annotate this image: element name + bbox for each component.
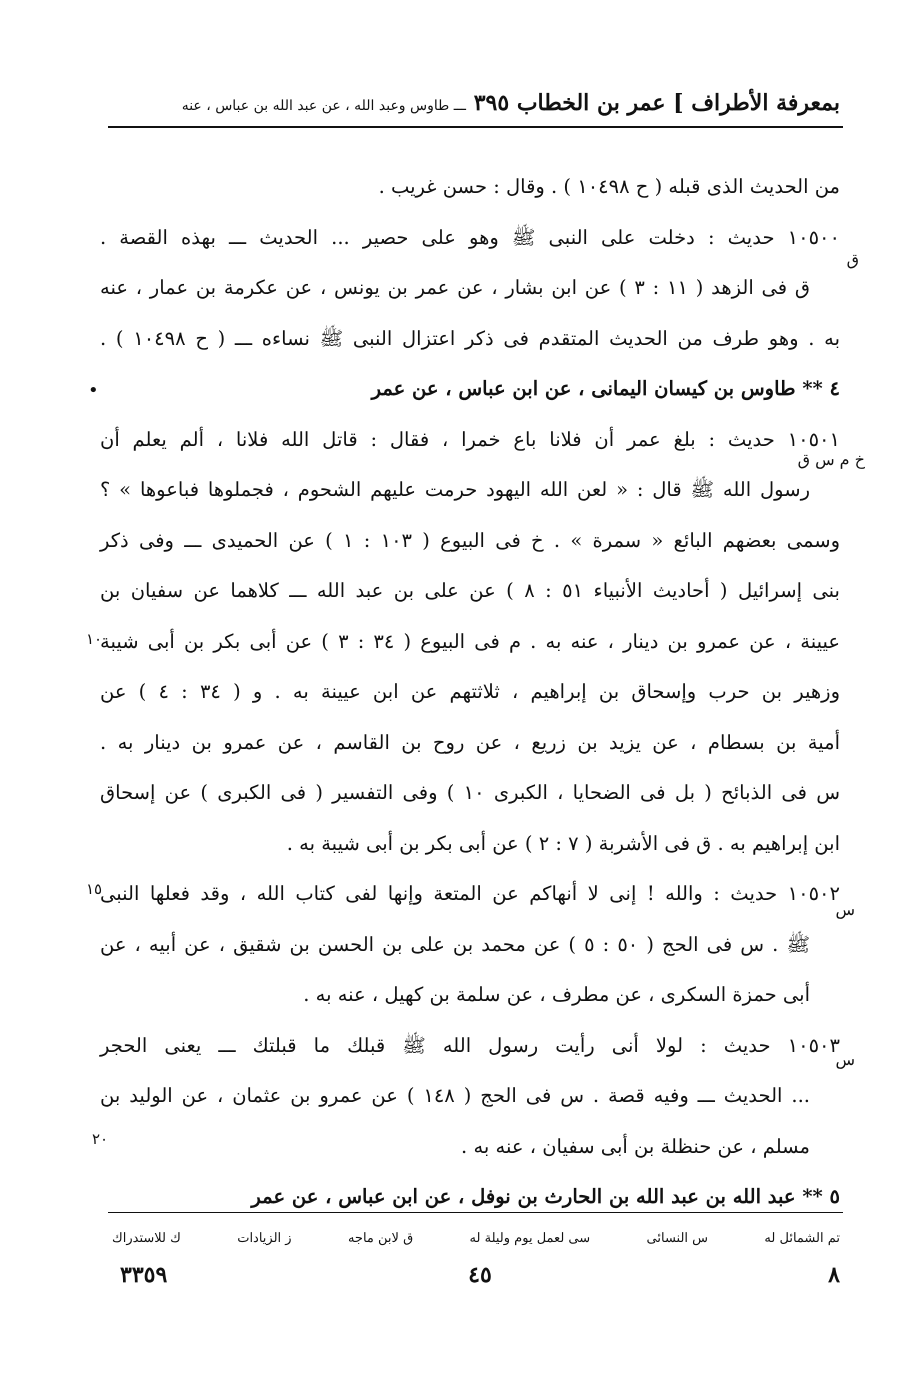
text-line: س فى الذبائح ( بل فى الضحايا ، الكبرى ١٠ ) وفى التفسير ( فى الكبرى ) عن إسحاق xyxy=(100,781,840,804)
page-footer xyxy=(120,1262,840,1302)
page-number: ٤٥ xyxy=(468,1262,492,1288)
main-text xyxy=(100,162,840,1223)
text-line: وزهير بن حرب وإسحاق بن إبراهيم ، ثلاثتهم عن ابن عيينة به . و ( ٣٤ : ٤ ) عن xyxy=(100,680,840,703)
text-line: ق فى الزهد ( ١١ : ٣ ) عن ابن بشار ، عن عمر بن يونس ، عن عكرمة بن عمار ، عنه xyxy=(100,276,810,299)
legend-item: ق لابن ماجه xyxy=(347,1230,414,1246)
text-line: بنى إسرائيل ( أحاديث الأنبياء ٥١ : ٨ ) عن على بن عبد الله ـــ كلاهما عن سفيان بن xyxy=(100,579,840,602)
footer-right-number: ٨ xyxy=(828,1262,840,1288)
footer-left-number: ٣٣٥٩ xyxy=(120,1262,168,1288)
header-rule xyxy=(108,126,843,128)
hadith-10500: ١٠٥٠٠ حديث : دخلت على النبى ﷺ وهو على حصير ... الحديث ـــ بهذه القصة . xyxy=(100,225,840,249)
legend-item: س النسائى xyxy=(646,1230,709,1246)
text-line: من الحديث الذى قبله ( ح ١٠٤٩٨ ) . وقال : حسن غريب . xyxy=(378,175,840,198)
running-head-main: عمر بن الخطاب ٣٩٥ xyxy=(473,90,666,116)
text-line: رسول الله ﷺ قال : « لعن الله اليهود حرمت عليهم الشحوم ، فجملوها فباعوها » ؟ xyxy=(100,478,810,501)
legend-item: ك للاستدراك xyxy=(112,1230,181,1246)
margin-siglum: س xyxy=(835,900,855,919)
footer-rule xyxy=(108,1212,843,1213)
text-line: به . وهو طرف من الحديث المتقدم فى ذكر اعتزال النبى ﷺ نساءه ـــ ( ح ١٠٤٩٨ ) . xyxy=(100,326,841,350)
legend-item: سى لعمل يوم وليلة له xyxy=(469,1230,591,1246)
margin-siglum: ق xyxy=(846,250,859,269)
legend-item: ز الزيادات xyxy=(237,1230,292,1246)
line-number: ١٠ xyxy=(86,630,103,648)
margin-siglum: خ م س ق xyxy=(797,450,865,469)
line-number: ١٥ xyxy=(86,880,103,898)
running-head-sub: ـــ طاوس وعبد الله ، عن عبد الله بن عباس ، عنه xyxy=(181,98,467,114)
hadith-10503: ١٠٥٠٣ حديث : لولا أنى رأيت رسول الله ﷺ قبلك ما قبلتك ـــ يعنى الحجر xyxy=(100,1033,840,1057)
text-line: ... الحديث ـــ وفيه قصة . س فى الحج ( ١٤٨ ) عن عمرو بن عثمان ، عن الوليد بن xyxy=(100,1084,810,1107)
legend-item: تم الشمائل له xyxy=(764,1230,840,1246)
text-line: ﷺ . س فى الحج ( ٥٠ : ٥ ) عن محمد بن على بن الحسن بن شقيق ، عن أبيه ، عن xyxy=(100,932,811,956)
hadith-10502: ١٠٥٠٢ حديث : والله ! إنى لا أنهاكم عن المتعة وإنها لفى كتاب الله ، وقد فعلها النبى xyxy=(100,882,840,905)
hadith-10501: ١٠٥٠١ حديث : بلغ عمر أن فلانا باع خمرا ، فقال : قاتل الله فلانا ، ألم يعلم أن xyxy=(100,427,840,451)
margin-bullet: • xyxy=(88,380,99,401)
text-line: أمية بن بسطام ، عن يزيد بن زريع ، عن روح بن القاسم ، عن عمرو بن دينار به . xyxy=(100,730,840,754)
line-number: ٢٠ xyxy=(92,1130,109,1148)
margin-siglum: س xyxy=(835,1050,855,1069)
text-line: ابن إبراهيم به . ق فى الأشربة ( ٧ : ٢ ) عن أبى بكر بن أبى شيبة به . xyxy=(286,831,840,855)
text-line: وسمى بعضهم البائع « سمرة » . خ فى البيوع ( ١٠٣ : ١ ) عن الحميدى ـــ وفى ذكر xyxy=(100,528,841,552)
sigla-legend xyxy=(112,1222,840,1254)
running-head-left: بمعرفة الأطراف ] xyxy=(673,90,840,116)
section-heading-5: ٥ ** عبد الله بن عبد الله بن الحارث بن نوفل ، عن ابن عباس ، عن عمر xyxy=(251,1185,840,1208)
section-heading-4: ٤ ** طاوس بن كيسان اليمانى ، عن ابن عباس ، عن عمر xyxy=(371,377,840,400)
text-line: أبى حمزة السكرى ، عن مطرف ، عن سلمة بن كهيل ، عنه به . xyxy=(303,983,810,1006)
running-head xyxy=(112,82,840,124)
text-line: مسلم ، عن حنظلة بن أبى سفيان ، عنه به . xyxy=(461,1134,810,1158)
text-line: عيينة ، عن عمرو بن دينار ، عنه به . م فى البيوع ( ٣٤ : ٣ ) عن أبى بكر بن أبى شيبة xyxy=(100,629,840,653)
